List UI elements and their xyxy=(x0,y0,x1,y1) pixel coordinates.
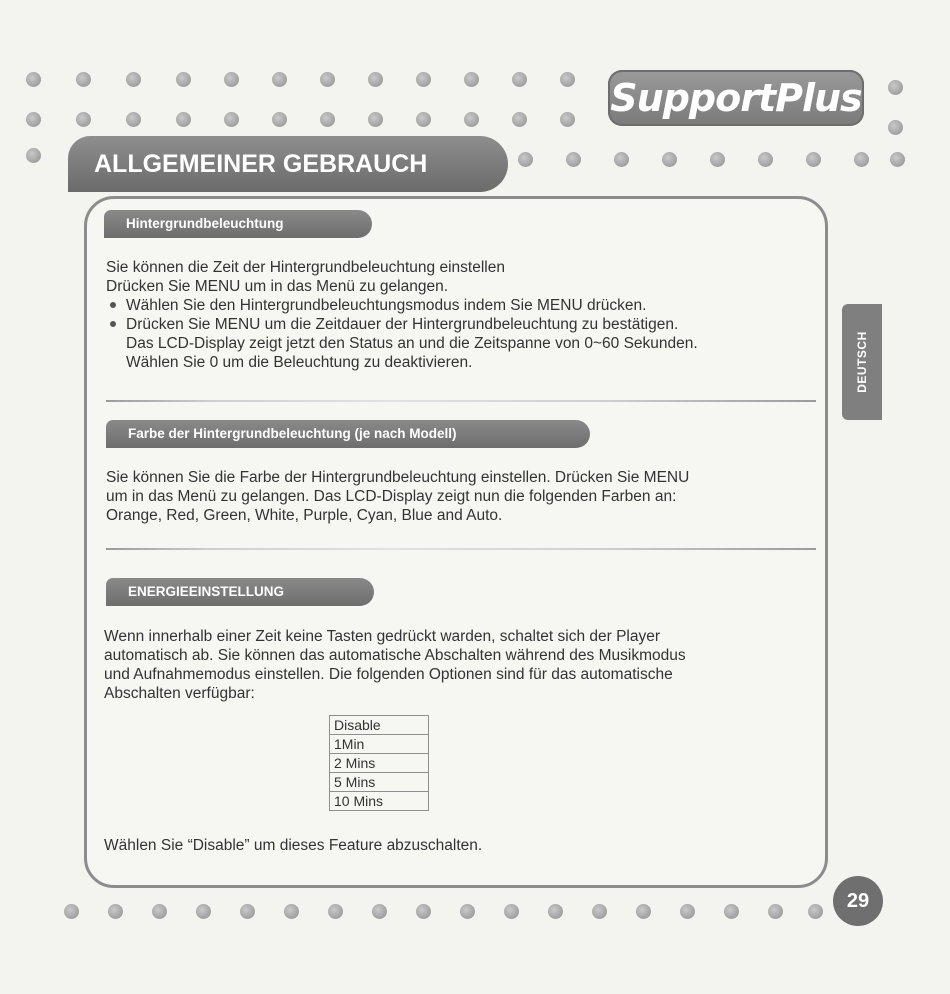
decor-dot xyxy=(460,904,475,919)
decor-dot xyxy=(26,148,41,163)
list-item: Wählen Sie den Hintergrundbeleuchtungsmodus indem Sie MENU drücken. xyxy=(106,296,826,315)
decor-dot xyxy=(560,72,575,87)
decor-dot xyxy=(176,72,191,87)
decor-dot xyxy=(680,904,695,919)
decor-dot xyxy=(76,112,91,127)
decor-dot xyxy=(152,904,167,919)
decor-dot xyxy=(808,904,823,919)
decor-dot xyxy=(26,72,41,87)
section-body-backlight-color xyxy=(106,468,826,525)
text-line: Sie können die Zeit der Hintergrundbeleuchtung einstellen xyxy=(106,259,505,276)
decor-dot xyxy=(284,904,299,919)
decor-dot xyxy=(224,72,239,87)
language-tab-label: DEUTSCH xyxy=(855,331,869,393)
decor-dot xyxy=(320,112,335,127)
table-row xyxy=(330,792,429,811)
decor-dot xyxy=(662,152,677,167)
decor-dot xyxy=(320,72,335,87)
decor-dot xyxy=(26,112,41,127)
table-cell: 2 Mins xyxy=(330,754,429,773)
decor-dot xyxy=(592,904,607,919)
decor-dot xyxy=(560,112,575,127)
decor-dot xyxy=(76,72,91,87)
page-number: 29 xyxy=(833,876,883,926)
bullet-list xyxy=(106,296,826,334)
decor-dot xyxy=(566,152,581,167)
decor-dot xyxy=(464,112,479,127)
decor-dot xyxy=(806,152,821,167)
decor-dot xyxy=(196,904,211,919)
text-line: um in das Menü zu gelangen. Das LCD-Display zeigt nun die folgenden Farben an: xyxy=(106,488,677,505)
decor-dot xyxy=(176,112,191,127)
decor-dot xyxy=(888,120,903,135)
decor-dot xyxy=(416,904,431,919)
text-line: Abschalten verfügbar: xyxy=(104,685,255,702)
decor-dot xyxy=(888,80,903,95)
table-cell: 10 Mins xyxy=(330,792,429,811)
decor-dot xyxy=(416,72,431,87)
decor-dot xyxy=(890,152,905,167)
decor-dot xyxy=(368,112,383,127)
text-line: Drücken Sie MENU um in das Menü zu gelangen. xyxy=(106,278,449,295)
decor-dot xyxy=(108,904,123,919)
section-body-power xyxy=(104,627,824,703)
table-cell: Disable xyxy=(330,716,429,735)
decor-dot xyxy=(416,112,431,127)
decor-dot xyxy=(854,152,869,167)
list-item: Drücken Sie MENU um die Zeitdauer der Hintergrundbeleuchtung zu bestätigen. xyxy=(106,315,826,334)
decor-dot xyxy=(768,904,783,919)
table-cell: 5 Mins xyxy=(330,773,429,792)
decor-dot xyxy=(512,72,527,87)
power-footer-note: Wählen Sie “Disable” um dieses Feature abzuschalten. xyxy=(104,837,483,854)
decor-dot xyxy=(272,112,287,127)
decor-dot xyxy=(272,72,287,87)
language-tab xyxy=(842,304,882,420)
decor-dot xyxy=(512,112,527,127)
divider xyxy=(106,400,816,402)
auto-off-options-table xyxy=(329,715,429,811)
table-row xyxy=(330,716,429,735)
decor-dot xyxy=(368,72,383,87)
decor-dot xyxy=(372,904,387,919)
section-heading-power: ENERGIEEINSTELLUNG xyxy=(106,578,374,606)
section-body-backlight xyxy=(106,258,826,372)
decor-dot xyxy=(224,112,239,127)
brand-logo: SupportPlus xyxy=(608,70,864,126)
decor-dot xyxy=(126,112,141,127)
decor-dot xyxy=(240,904,255,919)
decor-dot xyxy=(64,904,79,919)
page-title: ALLGEMEINER GEBRAUCH xyxy=(68,136,508,192)
decor-dot xyxy=(464,72,479,87)
text-line: Das LCD-Display zeigt jetzt den Status an und die Zeitspanne von 0~60 Sekunden. xyxy=(126,335,698,352)
section-heading-backlight-color: Farbe der Hintergrundbeleuchtung (je nach Modell) xyxy=(106,420,590,448)
text-line: und Aufnahmemodus einstellen. Die folgenden Optionen sind für das automatische xyxy=(104,666,673,683)
decor-dot xyxy=(710,152,725,167)
decor-dot xyxy=(518,152,533,167)
table-cell: 1Min xyxy=(330,735,429,754)
table-row xyxy=(330,735,429,754)
divider xyxy=(106,548,816,550)
text-line: Wählen Sie 0 um die Beleuchtung zu deaktivieren. xyxy=(126,354,473,371)
decor-dot xyxy=(548,904,563,919)
text-line: Sie können Sie die Farbe der Hintergrundbeleuchtung einstellen. Drücken Sie MENU xyxy=(106,469,690,486)
decor-dot xyxy=(504,904,519,919)
table-row xyxy=(330,754,429,773)
decor-dot xyxy=(614,152,629,167)
decor-dot xyxy=(636,904,651,919)
decor-dot xyxy=(758,152,773,167)
section-heading-backlight: Hintergrundbeleuchtung xyxy=(104,210,372,238)
text-line: automatisch ab. Sie können das automatische Abschalten während des Musikmodus xyxy=(104,647,686,664)
table-row xyxy=(330,773,429,792)
decor-dot xyxy=(328,904,343,919)
decor-dot xyxy=(126,72,141,87)
text-line: Orange, Red, Green, White, Purple, Cyan, Blue and Auto. xyxy=(106,507,503,524)
text-line: Wenn innerhalb einer Zeit keine Tasten gedrückt warden, schaltet sich der Player xyxy=(104,628,661,645)
decor-dot xyxy=(724,904,739,919)
